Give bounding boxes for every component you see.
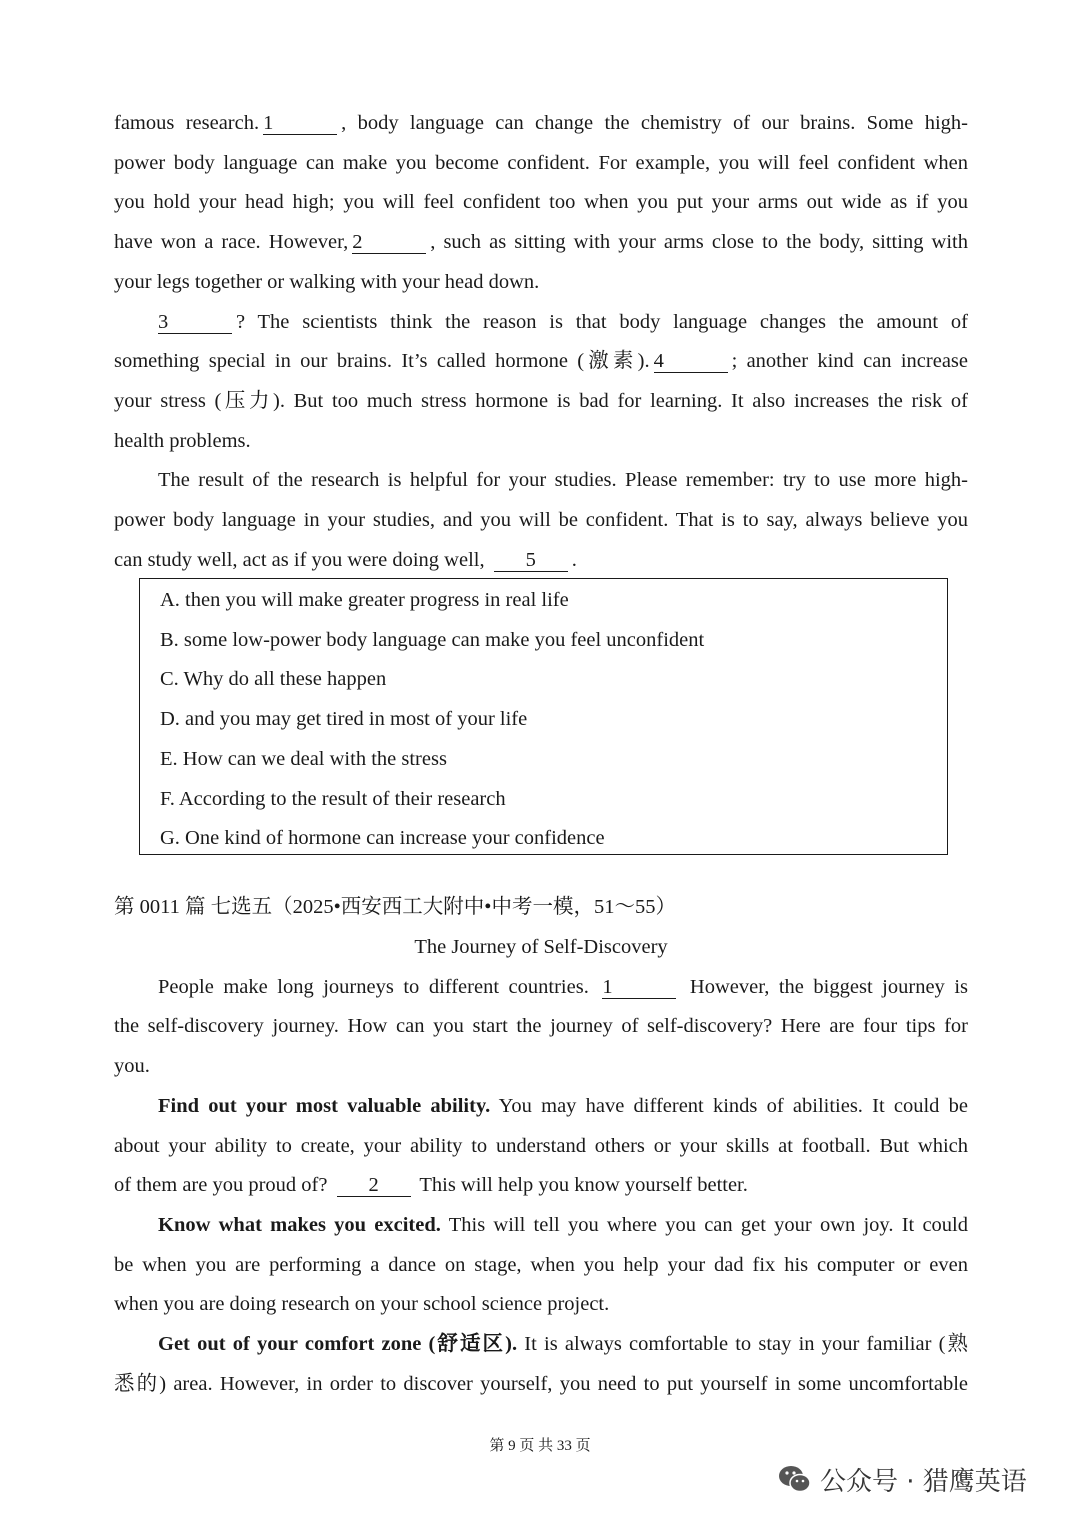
text: have won a race. However, — [114, 231, 349, 254]
option-f: F. According to the result of their research — [160, 787, 506, 810]
blank-1: 1 — [263, 112, 337, 135]
text-line — [114, 223, 968, 263]
tip-heading: Know what makes you excited. — [158, 1213, 441, 1236]
text: This will help you know yourself better. — [419, 1174, 748, 1197]
option-a: A. then you will make greater progress in real life — [160, 589, 569, 611]
blank-3: 3 — [158, 311, 232, 334]
text-line: be when you are performing a dance on stage, when you help your dad fix his computer or even — [114, 1253, 968, 1276]
text: , such as sitting with your arms close to the body, sitting with — [430, 231, 968, 254]
text-line: your legs together or walking with your head down. — [114, 270, 540, 293]
text-line — [114, 1166, 968, 1206]
option-c: C. Why do all these happen — [160, 668, 387, 691]
text: something special in our brains. It’s called hormone (激素). — [114, 350, 650, 373]
text-line: about your ability to create, your ability to understand others or your skills at football. But which — [114, 1134, 968, 1157]
text-line — [114, 1206, 968, 1246]
passage-part-2 — [114, 928, 968, 1404]
watermark-text: 公众号 · 猎鹰英语 — [820, 1466, 1027, 1497]
page-number: 第 9 页 共 33 页 — [489, 1438, 591, 1454]
blank-2: 2 — [337, 1174, 411, 1197]
blank-4: 4 — [654, 350, 728, 373]
text: ; another kind can increase — [731, 350, 968, 373]
passage-part-1 — [114, 104, 968, 580]
text-line: when you are doing research on your school science project. — [114, 1293, 610, 1316]
options-box — [139, 578, 948, 855]
text: can study well, act as if you were doing well, — [114, 548, 485, 571]
wechat-icon — [778, 1464, 812, 1494]
text-line: your stress (压力). But too much stress hormone is bad for learning. It also increases the risk of — [114, 389, 968, 412]
tip-heading: Get out of your comfort zone (舒适区). — [158, 1333, 518, 1356]
text-line: the self-discovery journey. How can you start the journey of self-discovery? Here are four tips for — [114, 1015, 968, 1038]
text: It is always comfortable to stay in your familiar (熟 — [517, 1333, 968, 1356]
text-line: you. — [114, 1055, 150, 1078]
text: You may have different kinds of abilities. It could be — [490, 1094, 968, 1117]
text: This will tell you where you can get your own joy. It could — [440, 1213, 968, 1236]
text-line: power body language can make you become confident. For example, you will feel confident when — [114, 151, 968, 174]
text: People make long journeys to different countries. — [158, 975, 589, 998]
blank-1: 1 — [602, 976, 676, 999]
text-line — [114, 104, 968, 144]
text-line — [114, 968, 968, 1008]
text-line — [114, 541, 968, 581]
text-line: you hold your head high; you will feel confident too when you put your arms out wide as if you — [114, 191, 968, 214]
text: . — [571, 548, 577, 571]
text-line — [114, 303, 968, 343]
text: However, the biggest journey is — [689, 975, 968, 998]
text: ? The scientists think the reason is that body language changes the amount of — [236, 310, 968, 333]
text-line: power body language in your studies, and you will be confident. That is to say, always believe you — [114, 509, 968, 532]
tip-heading: Find out your most valuable ability. — [158, 1094, 491, 1117]
text: , body language can change the chemistry of our brains. Some high- — [341, 112, 968, 134]
blank-2: 2 — [352, 231, 426, 254]
option-e: E. How can we deal with the stress — [160, 747, 447, 770]
option-d: D. and you may get tired in most of your life — [160, 708, 528, 731]
text-line — [114, 1325, 968, 1365]
text-line: The result of the research is helpful for your studies. Please remember: try to use more high- — [158, 469, 968, 492]
blank-5: 5 — [494, 549, 568, 572]
text-line: health problems. — [114, 429, 251, 452]
text-line — [114, 1087, 968, 1127]
text-line — [114, 342, 968, 382]
section-heading: 第 0011 篇 七选五（2025•西安西工大附中•中考一模，51～55） — [114, 896, 676, 918]
option-b: B. some low-power body language can make you feel unconfident — [160, 628, 705, 651]
text-line: 悉的) area. However, in order to discover yourself, you need to put yourself in some uncomfortable — [114, 1372, 968, 1395]
option-g: G. One kind of hormone can increase your confidence — [160, 827, 605, 850]
passage-title: The Journey of Self-Discovery — [414, 936, 668, 958]
text: famous research. — [114, 112, 260, 134]
watermark — [778, 1461, 1027, 1497]
text: of them are you proud of? — [114, 1174, 328, 1197]
